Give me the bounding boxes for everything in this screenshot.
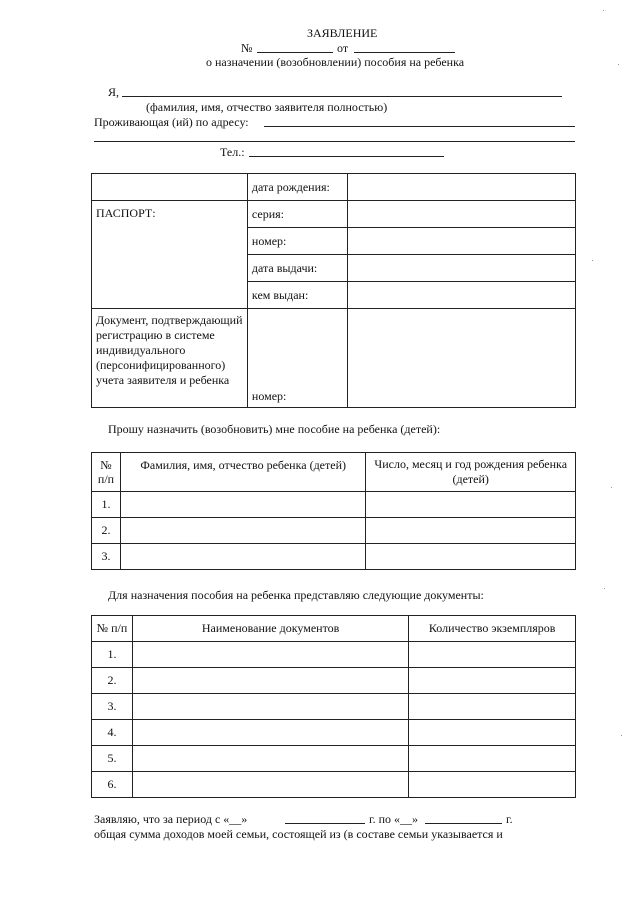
from-label: от [337, 41, 349, 55]
child-name-field[interactable] [120, 518, 365, 544]
period-end-year-field[interactable] [425, 823, 502, 824]
document-count-field[interactable] [409, 694, 576, 720]
registration-number-label: номер: [247, 309, 347, 408]
document-count-field[interactable] [409, 720, 576, 746]
passport-empty-cell [92, 174, 248, 201]
document-count-field[interactable] [409, 642, 576, 668]
document-name-field[interactable] [132, 772, 408, 798]
birth-date-field[interactable] [347, 174, 575, 201]
document-name-field[interactable] [132, 668, 408, 694]
children-col-num: № п/п [92, 453, 121, 492]
date-field[interactable] [354, 52, 455, 53]
documents-row-number: 5. [92, 746, 133, 772]
documents-row-number: 1. [92, 642, 133, 668]
documents-col-num: № п/п [92, 616, 133, 642]
registration-doc-label: Документ, подтверждающий регистрацию в системе индивидуального (персонифицированного) учета заявителя и ребенка [92, 309, 248, 408]
declaration-mid: г. по «__» [369, 812, 418, 826]
phone-field[interactable] [249, 156, 444, 157]
period-start-year-field[interactable] [285, 823, 365, 824]
phone-label: Тел.: [220, 145, 245, 159]
children-row-number: 2. [92, 518, 121, 544]
series-label: серия: [247, 201, 347, 228]
address-label: Проживающая (ий) по адресу: [94, 115, 249, 129]
documents-col-name: Наименование документов [132, 616, 408, 642]
scan-speck [618, 64, 619, 65]
documents-table [91, 615, 576, 798]
scan-speck [592, 260, 593, 261]
form-title: ЗАЯВЛЕНИЕ [307, 26, 378, 40]
passport-label: ПАСПОРТ: [92, 201, 248, 309]
applicant-name-field[interactable] [122, 96, 562, 97]
children-col-birth: Число, месяц и год рождения ребенка (детей) [366, 453, 576, 492]
children-table [91, 452, 576, 570]
scan-speck [603, 10, 604, 11]
declaration-year-suffix: г. [506, 812, 513, 826]
number-field[interactable] [257, 52, 333, 53]
passport-number-label: номер: [247, 228, 347, 255]
passport-table [91, 173, 576, 408]
document-count-field[interactable] [409, 668, 576, 694]
documents-row-number: 4. [92, 720, 133, 746]
document-name-field[interactable] [132, 746, 408, 772]
declaration-line-2: общая сумма доходов моей семьи, состоящей из (в составе семьи указывается и [94, 827, 503, 841]
series-field[interactable] [347, 201, 575, 228]
scan-speck [621, 735, 622, 736]
i-label: Я, [108, 85, 120, 99]
document-count-field[interactable] [409, 772, 576, 798]
child-name-field[interactable] [120, 544, 365, 570]
request-text: Прошу назначить (возобновить) мне пособие на ребенка (детей): [108, 422, 441, 436]
issued-by-field[interactable] [347, 282, 575, 309]
number-label: № [241, 41, 253, 55]
child-birth-field[interactable] [366, 492, 576, 518]
address-field[interactable] [264, 126, 575, 127]
issue-date-label: дата выдачи: [247, 255, 347, 282]
documents-intro-text: Для назначения пособия на ребенка представляю следующие документы: [108, 588, 484, 602]
document-name-field[interactable] [132, 694, 408, 720]
documents-row-number: 6. [92, 772, 133, 798]
child-birth-field[interactable] [366, 544, 576, 570]
documents-row-number: 3. [92, 694, 133, 720]
children-row-number: 3. [92, 544, 121, 570]
documents-row-number: 2. [92, 668, 133, 694]
birth-date-label: дата рождения: [247, 174, 347, 201]
scan-speck [611, 487, 612, 488]
issued-by-label: кем выдан: [247, 282, 347, 309]
documents-col-count: Количество экземпляров [409, 616, 576, 642]
passport-number-field[interactable] [347, 228, 575, 255]
document-name-field[interactable] [132, 720, 408, 746]
child-name-field[interactable] [120, 492, 365, 518]
children-row-number: 1. [92, 492, 121, 518]
name-hint: (фамилия, имя, отчество заявителя полностью) [146, 100, 388, 114]
form-subtitle: о назначении (возобновлении) пособия на ребенка [206, 55, 465, 69]
address-field-line-2[interactable] [94, 141, 575, 142]
document-name-field[interactable] [132, 642, 408, 668]
child-birth-field[interactable] [366, 518, 576, 544]
children-col-name: Фамилия, имя, отчество ребенка (детей) [120, 453, 365, 492]
document-count-field[interactable] [409, 746, 576, 772]
scan-speck [604, 588, 605, 589]
registration-number-field[interactable] [347, 309, 575, 408]
declaration-start: Заявляю, что за период с «__» [94, 812, 248, 826]
issue-date-field[interactable] [347, 255, 575, 282]
